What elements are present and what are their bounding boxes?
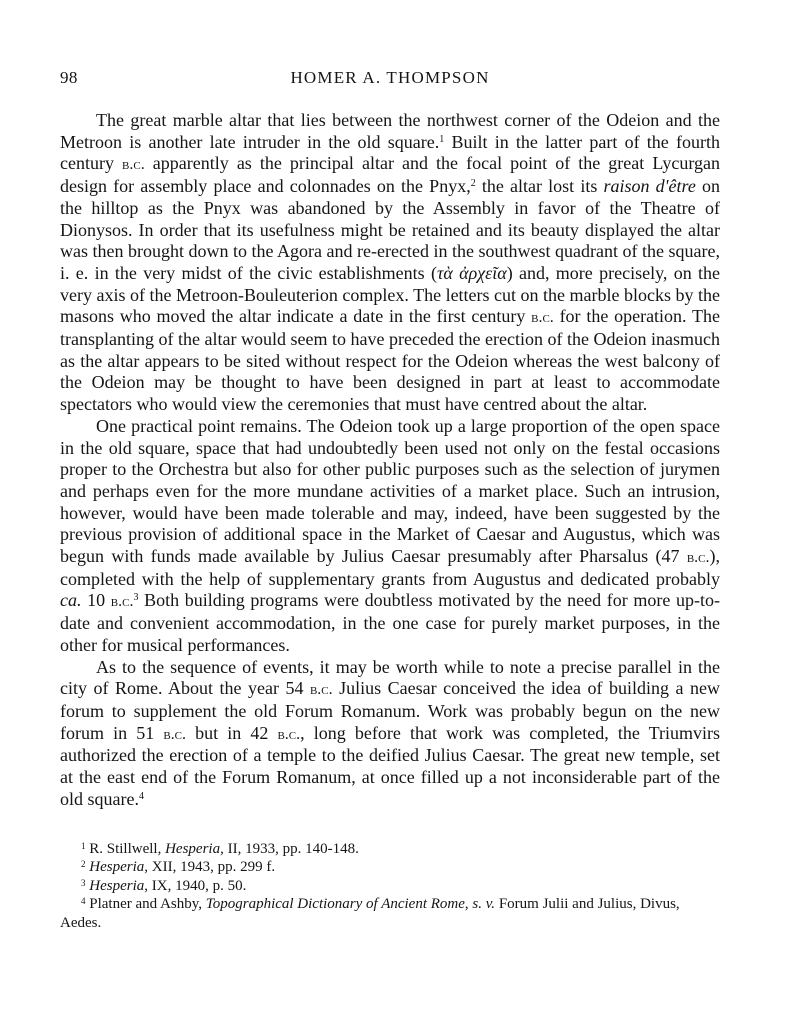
italic-text: τὰ ἀρχεῖα bbox=[436, 262, 507, 283]
footnote-text: Forum Julii and Julius, Divus, Aedes. bbox=[60, 896, 680, 931]
footnote-text: , IX, 1940, p. 50. bbox=[144, 877, 247, 894]
paragraph-text: ), completed with the help of supplementary grants from Augustus and dedicated probably bbox=[60, 546, 720, 589]
paragraph-text: , long before that work was completed, the Triumvirs authorized the erection of a temple to the deified Julius Caesar. The great new temple, set at the east end of the Forum Romanum, at once filled up a not inconsiderable part of the old square. bbox=[60, 722, 720, 809]
footnote-4 bbox=[60, 895, 720, 932]
journal-page bbox=[60, 68, 720, 932]
italic-text: s. v. bbox=[472, 896, 496, 912]
footnotes bbox=[60, 840, 720, 933]
footnote-reference: 3 bbox=[133, 592, 139, 604]
small-caps-text: b.c. bbox=[686, 549, 710, 567]
page-number: 98 bbox=[60, 68, 78, 87]
footnote-reference: 4 bbox=[138, 790, 144, 802]
footnote-text: , II, 1933, pp. 140-148. bbox=[220, 840, 359, 857]
small-caps-text: b.c. bbox=[277, 725, 301, 743]
italic-text: Hesperia bbox=[89, 877, 145, 894]
body-text bbox=[60, 110, 720, 811]
small-caps-text: b.c. bbox=[122, 156, 145, 174]
paragraph-text: for the operation. The transplanting of the altar would seem to have preceded the erection of the Odeion inasmuch as the altar appears to be sited without respect for the Odeion whereas the west balcony of the Odeion may be thought to have been designed in part at least to accommodate spectators who would view the ceremonies that must have centred about the altar. bbox=[60, 306, 720, 415]
paragraph-text: Both building programs were doubtless motivated by the need for more up-to-date and convenient accommodation, in the one case for purely market purposes, in the other for musical performances. bbox=[60, 590, 720, 655]
footnote-text: , bbox=[464, 896, 473, 912]
footnote-1 bbox=[60, 840, 720, 859]
paragraph-text: As to the sequence of events, it may be worth while to note a precise parallel in the city of Rome. About the year 54 bbox=[60, 656, 720, 699]
paragraph-text: Built in the latter part of the fourth century bbox=[60, 131, 720, 174]
paragraph-text: but in 42 bbox=[186, 722, 278, 743]
paragraph-text: apparently as the principal altar and the focal point of the great Lycurgan design for assembly place and colonnades on the Pnyx, bbox=[60, 153, 720, 197]
footnote-reference: 2 bbox=[81, 859, 86, 869]
footnote-text: R. Stillwell, bbox=[85, 840, 166, 857]
paragraph-text: on the hilltop as the Pnyx was abandoned by the Assembly in favor of the Theatre of Dionysos. In order that its usefulness might be retained and its beauty displayed the altar was then brought down to the Agora and re-erected in the southwest quadrant of the square, i. e. in the very midst of the civic establishments ( bbox=[60, 176, 721, 283]
footnote-text: Platner and Ashby, bbox=[85, 896, 206, 912]
running-head bbox=[60, 68, 720, 94]
italic-text: Hesperia bbox=[165, 840, 221, 857]
italic-text: Topographical Dictionary of Ancient Rome bbox=[205, 896, 465, 912]
footnote-reference: 4 bbox=[81, 896, 86, 906]
paragraph-text: the altar lost its bbox=[475, 176, 604, 197]
small-caps-text: b.c. bbox=[309, 681, 333, 699]
paragraph-text: The great marble altar that lies between the northwest corner of the Odeion and the Metroon is another late intruder in the old square. bbox=[60, 110, 720, 152]
paragraph-rome-parallel bbox=[60, 657, 720, 811]
italic-text: Hesperia bbox=[89, 859, 145, 875]
italic-text: ca. bbox=[60, 590, 82, 611]
paragraph-altar bbox=[60, 110, 720, 416]
footnote-2 bbox=[60, 858, 720, 877]
footnote-reference: 3 bbox=[81, 877, 86, 888]
paragraph-text: Julius Caesar conceived the idea of building a new forum to supplement the old Forum Romanum. Work was probably begun on the new forum in 51 bbox=[60, 678, 720, 743]
paragraph-text: 10 bbox=[81, 590, 111, 611]
small-caps-text: b.c. bbox=[110, 593, 134, 611]
paragraph-text: ) and, more precisely, on the very axis of the Metroon-Bouleuterion complex. The letters cut on the marble blocks by the masons who moved the altar indicate a date in the first century bbox=[60, 262, 720, 327]
footnote-reference: 1 bbox=[81, 840, 86, 851]
footnote-text: , XII, 1943, pp. 299 f. bbox=[144, 859, 276, 875]
running-title: HOMER A. THOMPSON bbox=[290, 68, 490, 87]
footnote-3 bbox=[60, 877, 720, 896]
paragraph-text: One practical point remains. The Odeion took up a large proportion of the open space in the old square, space that had undoubtedly been used not only on the festal occasions proper to the Orchestra but also for other public purposes such as the selection of jurymen and perhaps even for the more mundane activities of a market place. Such an intrusion, however, would have been made tolerable and may, indeed, have been suggested by the previous provision of additional space in the Market of Caesar and Augustus, which was begun with funds made available by Julius Caesar presumably after Pharsalus (47 bbox=[60, 415, 720, 567]
italic-text: raison d'être bbox=[603, 176, 696, 197]
footnote-reference: 2 bbox=[470, 178, 476, 190]
small-caps-text: b.c. bbox=[531, 309, 554, 327]
paragraph-odeion-space bbox=[60, 416, 720, 657]
footnote-reference: 1 bbox=[439, 133, 445, 145]
small-caps-text: b.c. bbox=[163, 725, 187, 743]
